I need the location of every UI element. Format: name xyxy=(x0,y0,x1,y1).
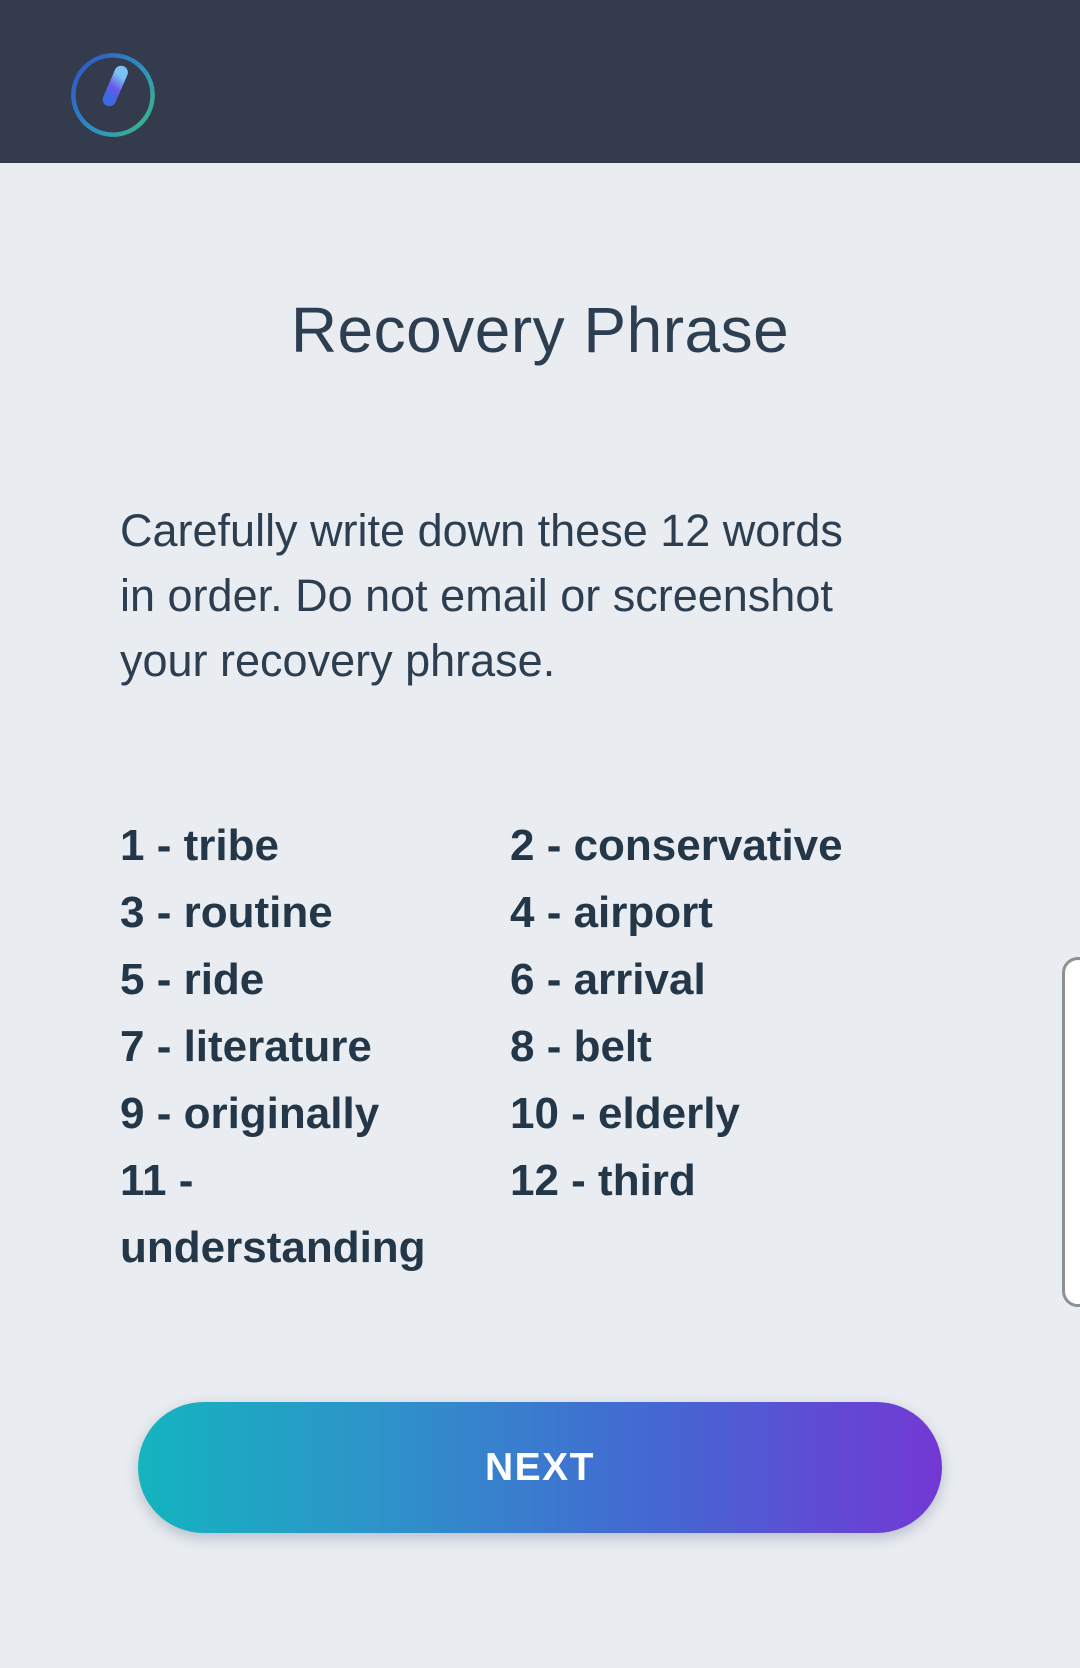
word-item: 9 - originally xyxy=(120,1089,380,1138)
word-item: 12 - third xyxy=(510,1156,696,1205)
word-list xyxy=(120,812,980,1281)
word-item: 11 - understanding xyxy=(120,1156,426,1272)
instructions-text xyxy=(120,498,980,693)
word-item: 4 - airport xyxy=(510,888,713,937)
word-item: 7 - literature xyxy=(120,1022,372,1071)
word-item: 6 - arrival xyxy=(510,955,706,1004)
word-item: 2 - conservative xyxy=(510,821,843,870)
logo-l-icon xyxy=(68,50,158,140)
app-logo-icon xyxy=(68,50,158,140)
scrollbar-thumb[interactable] xyxy=(1062,957,1080,1307)
word-item: 8 - belt xyxy=(510,1022,652,1071)
page-title: Recovery Phrase xyxy=(290,294,790,366)
instructions-line: Carefully write down these 12 words xyxy=(120,505,843,556)
word-item: 10 - elderly xyxy=(510,1089,740,1138)
instructions-line: in order. Do not email or screenshot xyxy=(120,570,833,621)
instructions-line: your recovery phrase. xyxy=(120,635,556,686)
word-item: 5 - ride xyxy=(120,955,265,1004)
app-header xyxy=(0,0,1080,163)
word-item: 1 - tribe xyxy=(120,821,279,870)
next-button[interactable]: NEXT xyxy=(138,1402,942,1533)
word-item: 3 - routine xyxy=(120,888,333,937)
